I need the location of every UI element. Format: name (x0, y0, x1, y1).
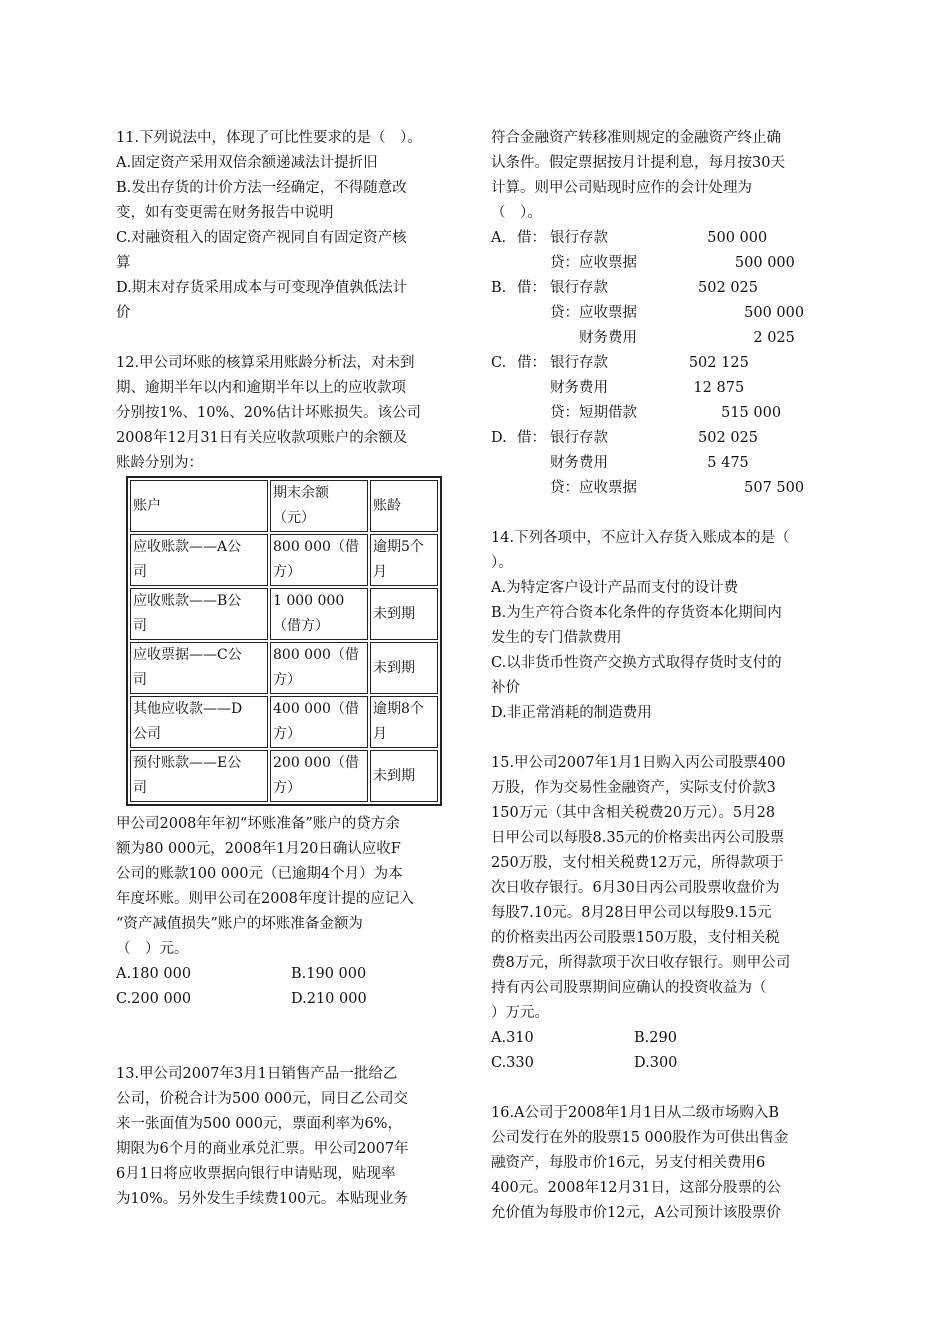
q12-options-row (116, 962, 468, 987)
q16-line: 公司发行在外的股票15 000股作为可供出售金 (491, 1130, 789, 1146)
q13-cont-line: 认条件。假定票据按月计提利息，每月按30天 (491, 155, 785, 171)
cell-aging: 逾期5个 月 (370, 534, 438, 586)
q14-option-b: B.为生产符合资本化条件的存货资本化期间内 (491, 605, 782, 621)
cell-account: 应收票据——C公 司 (130, 642, 268, 694)
q11-option-d-cont: 价 (116, 305, 131, 321)
question-13-continued (491, 126, 843, 501)
q13-line: 来一张面值为500 000元，票面利率为6%， (116, 1116, 402, 1132)
question-14 (491, 526, 843, 726)
q15-line: 万股，作为交易性金融资产，实际支付价款3 (491, 780, 776, 796)
q15-option-b: B.290 (634, 1030, 677, 1046)
q14-line: ）。 (491, 555, 513, 571)
question-15 (491, 751, 843, 1076)
q12-option-b: B.190 000 (291, 966, 367, 982)
q11-line: 11.下列说法中，体现了可比性要求的是（ ）。 (116, 130, 422, 146)
cell-account: 其他应收款——D 公司 (130, 696, 268, 748)
q13-line: 公司，价税合计为500 000元，同日乙公司交 (116, 1091, 408, 1107)
question-11 (116, 126, 468, 326)
q12-options-row (116, 987, 468, 1012)
left-column (116, 126, 468, 1212)
table-row (130, 534, 438, 586)
header-account: 账户 (130, 480, 268, 532)
entry-option-a: A. 借： 银行存款 500 000 贷：应收票据 500 000 (491, 230, 795, 271)
q13-cont-line: 计算。则甲公司贴现时应作的会计处理为 (491, 180, 752, 196)
question-12 (116, 351, 468, 1012)
q15-line: 150万元（其中含相关税费20万元）。5月28 (491, 805, 776, 821)
q13-line: 6月1日将应收票据向银行申请贴现，贴现率 (116, 1166, 396, 1182)
q15-option-c: C.330 (491, 1055, 534, 1071)
q12-after-line: “资产减值损失”账户的坏账准备金额为 (116, 916, 363, 932)
q15-line: 15.甲公司2007年1月1日购入丙公司股票400 (491, 755, 786, 771)
q15-options-row (491, 1026, 843, 1051)
q15-line: 每股7.10元。8月28日甲公司以每股9.15元 (491, 905, 772, 921)
cell-balance: 1 000 000 （借方） (270, 588, 368, 640)
table-row (130, 696, 438, 748)
q16-line: 融资产，每股市价16元，另支付相关费用6 (491, 1155, 766, 1171)
q13-cont-line: （ ）。 (491, 205, 542, 221)
cell-balance: 200 000（借 方） (270, 750, 368, 802)
q12-line: 分别按1%、10%、20%估计坏账损失。该公司 (116, 405, 421, 421)
q12-line: 2008年12月31日有关应收款项账户的余额及 (116, 430, 408, 446)
q11-option-c: C.对融资租入的固定资产视同自有固定资产核 (116, 230, 407, 246)
cell-aging: 未到期 (370, 642, 438, 694)
q13-line: 为10%。另外发生手续费100元。本贴现业务 (116, 1191, 408, 1207)
q12-after-line: 年度坏账。则甲公司在2008年度计提的应记入 (116, 891, 414, 907)
q11-option-d: D.期末对存货采用成本与可变现净值孰低法计 (116, 280, 408, 296)
q11-option-c-cont: 算 (116, 255, 131, 271)
q13-cont-line: 符合金融资产转移准则规定的金融资产终止确 (491, 130, 781, 146)
q12-after-line: 甲公司2008年年初“坏账准备”账户的贷方余 (116, 816, 400, 832)
q14-option-a: A.为特定客户设计产品而支付的设计费 (491, 580, 739, 596)
q12-after-line: （ ）元。 (116, 941, 189, 957)
q12-option-d: D.210 000 (291, 991, 367, 1007)
q12-after-line: 公司的账款100 000元（已逾期4个月）为本 (116, 866, 403, 882)
q13-line: 期限为6个月的商业承兑汇票。甲公司2007年 (116, 1141, 409, 1157)
receivables-table (126, 476, 442, 806)
q12-option-c: C.200 000 (116, 991, 192, 1007)
q14-option-d: D.非正常消耗的制造费用 (491, 705, 652, 721)
q14-option-c: C.以非货币性资产交换方式取得存货时支付的 (491, 655, 782, 671)
cell-account: 应收账款——B公 司 (130, 588, 268, 640)
cell-aging: 未到期 (370, 750, 438, 802)
q15-line: 次日收存银行。6月30日丙公司股票收盘价为 (491, 880, 780, 896)
q16-line: 允价值为每股市价12元，A公司预计该股票价 (491, 1205, 781, 1221)
q12-after-line: 额为80 000元，2008年1月20日确认应收F (116, 841, 401, 857)
right-column (491, 126, 843, 1226)
q11-option-b-cont: 变，如有变更需在财务报告中说明 (116, 205, 334, 221)
cell-account: 预付账款——E公 司 (130, 750, 268, 802)
cell-aging: 逾期8个 月 (370, 696, 438, 748)
q15-line: 持有丙公司股票期间应确认的投资收益为（ (491, 980, 767, 996)
question-13 (116, 1062, 468, 1212)
q11-option-a: A.固定资产采用双倍余额递减法计提折旧 (116, 155, 378, 171)
table-row (130, 642, 438, 694)
table-row (130, 588, 438, 640)
entry-option-d: D. 借： 银行存款 502 025 财务费用 5 475 贷：应收票据 507 500 (491, 430, 805, 496)
q14-option-c-cont: 补价 (491, 680, 520, 696)
table-row (130, 750, 438, 802)
q12-option-a: A.180 000 (116, 966, 192, 982)
cell-balance: 800 000（借 方） (270, 642, 368, 694)
q15-line: ）万元。 (491, 1005, 549, 1021)
cell-balance: 400 000（借 方） (270, 696, 368, 748)
q12-line: 12.甲公司坏账的核算采用账龄分析法，对未到 (116, 355, 415, 371)
q12-line: 期、逾期半年以内和逾期半年以上的应收款项 (116, 380, 406, 396)
entry-option-c: C. 借： 银行存款 502 125 财务费用 12 875 贷：短期借款 515 000 (491, 355, 782, 421)
q13-line: 13.甲公司2007年3月1日销售产品一批给乙 (116, 1066, 398, 1082)
q14-option-b-cont: 发生的专门借款费用 (491, 630, 622, 646)
q15-line: 日甲公司以每股8.35元的价格卖出丙公司股票 (491, 830, 785, 846)
q15-options-row (491, 1051, 843, 1076)
q11-option-b: B.发出存货的计价方法一经确定，不得随意改 (116, 180, 407, 196)
question-16 (491, 1101, 843, 1226)
q14-line: 14.下列各项中，不应计入存货入账成本的是（ (491, 530, 790, 546)
q12-line: 账龄分别为： (116, 455, 203, 471)
q16-line: 400元。2008年12月31日，这部分股票的公 (491, 1180, 781, 1196)
header-aging: 账龄 (370, 480, 438, 532)
q15-line: 的价格卖出丙公司股票150万股，支付相关税 (491, 930, 780, 946)
cell-account: 应收账款——A公 司 (130, 534, 268, 586)
q16-line: 16.A公司于2008年1月1日从二级市场购入B (491, 1105, 780, 1121)
q15-option-a: A.310 (491, 1030, 534, 1046)
entry-option-b: B. 借： 银行存款 502 025 贷：应收票据 500 000 财务费用 2 025 (491, 280, 805, 346)
cell-aging: 未到期 (370, 588, 438, 640)
q15-line: 费8万元，所得款项于次日收存银行。则甲公司 (491, 955, 791, 971)
cell-balance: 800 000（借 方） (270, 534, 368, 586)
table-header-row (130, 480, 438, 532)
q15-line: 250万股，支付相关税费12万元，所得款项于 (491, 855, 784, 871)
header-balance: 期末余额 （元） (270, 480, 368, 532)
q15-option-d: D.300 (634, 1055, 678, 1071)
